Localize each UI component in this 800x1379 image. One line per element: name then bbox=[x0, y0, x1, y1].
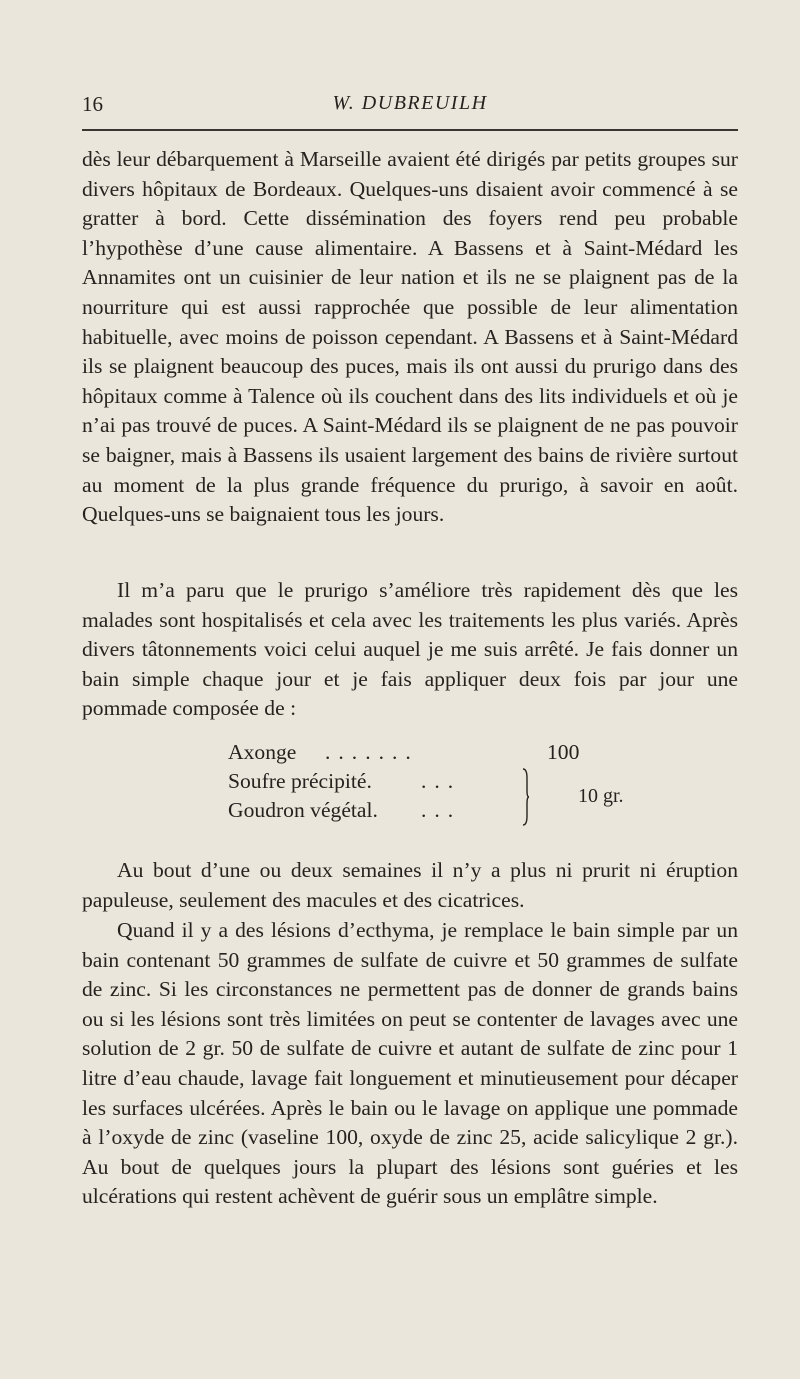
ointment-formula bbox=[228, 738, 648, 838]
combined-quantity: 10 gr. bbox=[578, 785, 624, 807]
ingredient-name: Soufre précipité. bbox=[228, 769, 372, 793]
page-header bbox=[82, 92, 738, 126]
ingredient-quantity: 100 bbox=[547, 740, 580, 764]
header-rule bbox=[82, 129, 738, 131]
leader-dots: ... bbox=[421, 798, 462, 822]
paragraph-4: Quand il y a des lésions d’ecthyma, je remplace le bain simple par un bain contenant 50 grammes de sulfate de cuivre et 50 grammes de sulfate de zinc. Si les circonstances ne permettent pas de donner de grands bains ou si les lésions sont très limitées on peut se contenter de lavages avec une solution de 2 gr. 50 de sulfate de cuivre et autant de sulfate de zinc pour 1 litre d’eau chaude, lavage fait longuement et minutieusement pour décaper les surfaces ulcérées. Après le bain ou le lavage on applique une pommade à l’oxyde de zinc (vaseline 100, oxyde de zinc 25, acide salicylique 2 gr.). Au bout de quelques jours la plupart des lésions sont guéries et les ulcérations qui restent achèvent de guérir sous un emplâtre simple. bbox=[82, 918, 738, 1209]
leader-dots: ... bbox=[421, 769, 462, 793]
paragraph-3: Au bout d’une ou deux semaines il n’y a plus ni prurit ni éruption papuleuse, seulement des macules et des cicatrices. bbox=[82, 858, 738, 912]
paragraph-2: Il m’a paru que le prurigo s’améliore très rapidement dès que les malades sont hospitalisés et cela avec les traitements les plus variés. Après divers tâtonnements voici celui auquel je me suis arrêté. Je fais donner un bain simple chaque jour et je fais appliquer deux fois par jour une pommade composée de : bbox=[82, 578, 738, 721]
paragraph-1: dès leur débarquement à Marseille avaient été dirigés par petits groupes sur divers hôpitaux de Bordeaux. Quelques-uns disaient avoir commencé à se gratter à bord. Cette dissémination des foyers rend peu probable l’hypothèse d’une cause alimentaire. A Bassens et à Saint-Médard les Annamites ont un cuisinier de leur nation et ils ne se plaignent pas de la nourriture qui est aussi rapprochée que possible de leur alimentation habituelle, avec moins de poisson cependant. A Bassens et à Saint-Médard ils se plaignent beaucoup des puces, mais ils ont aussi du prurigo dans des hôpitaux comme à Talence où ils couchent dans des lits individuels et où je n’ai pas trouvé de puces. A Saint-Médard ils se plaignent de ne pas pouvoir se baigner, mais à Bassens ils usaient largement des bains de rivière surtout au moment de la plus grande fréquence du prurigo, à savoir en août. Quelques-uns se baignaient tous les jours. bbox=[82, 147, 738, 527]
leader-dots: ....... bbox=[325, 740, 419, 764]
running-title: W. DUBREUILH bbox=[332, 92, 488, 114]
page-number: 16 bbox=[82, 92, 103, 116]
ingredient-name: Goudron végétal. bbox=[228, 798, 378, 822]
ingredient-name: Axonge bbox=[228, 740, 297, 764]
curly-brace bbox=[522, 768, 530, 826]
